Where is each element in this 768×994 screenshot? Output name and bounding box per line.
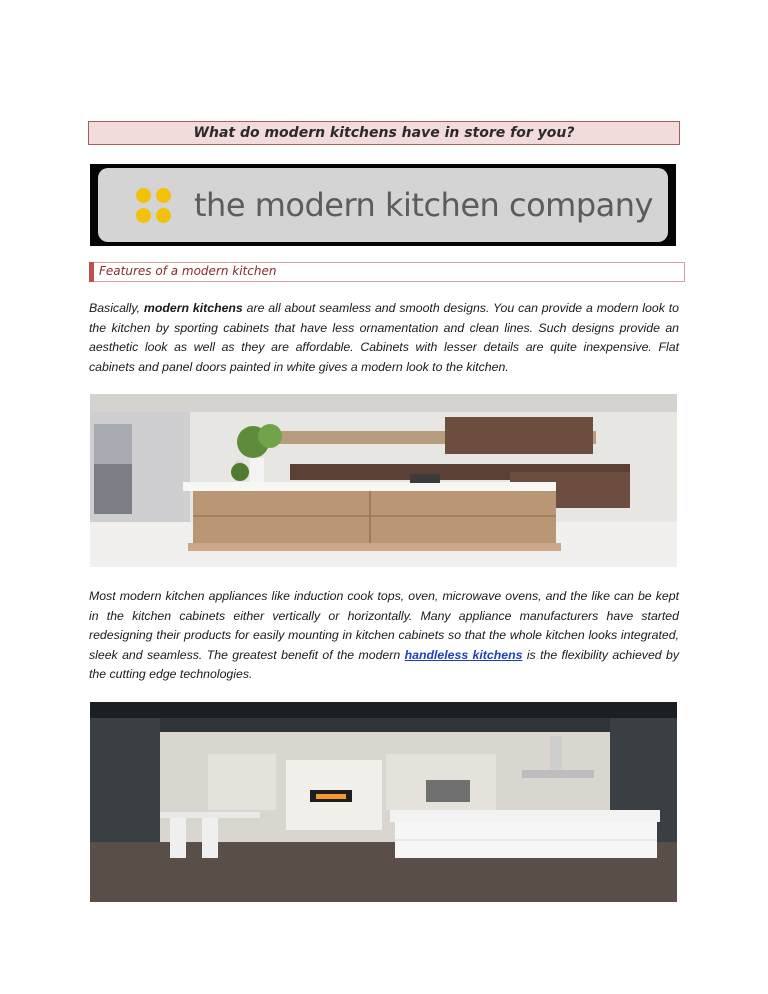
logo-dot-icon bbox=[136, 208, 151, 223]
paragraph1-rest: are all about seamless and smooth designs. You can provide a modern look to the kitchen by sporting cabinets that have less ornamentation and clean lines. Such designs provide an aesthetic look as well as they are affordable. Cabinets with lesser details are quite inexpensive. Flat cabinets and panel doors painted in white gives a modern look to the kitchen. bbox=[89, 301, 679, 374]
kitchen-photo-island bbox=[90, 394, 677, 567]
logo-dot-icon bbox=[136, 188, 151, 203]
title-text: What do modern kitchens have in store for you? bbox=[193, 125, 575, 141]
paragraph-appliances bbox=[89, 587, 679, 685]
section-heading: Features of a modern kitchen bbox=[99, 264, 277, 278]
logo-text: the modern kitchen company bbox=[194, 186, 653, 224]
paragraph1-prefix: Basically, bbox=[89, 301, 144, 315]
logo-dot-icon bbox=[156, 188, 171, 203]
logo-dot-icon bbox=[156, 208, 171, 223]
paragraph2-suffix: is the flexibility achieved by the cutting edge technologies. bbox=[89, 647, 679, 681]
company-logo bbox=[90, 164, 676, 246]
section-heading-box bbox=[89, 262, 685, 282]
handleless-kitchens-link[interactable]: handleless kitchens bbox=[404, 647, 523, 662]
kitchen-photo-open-plan bbox=[90, 702, 677, 902]
paragraph1-bold: modern kitchens bbox=[143, 301, 243, 315]
document-title bbox=[88, 121, 680, 145]
logo-panel bbox=[98, 168, 668, 242]
paragraph-features bbox=[89, 299, 679, 377]
paragraph2-text: Most modern kitchen appliances like induction cook tops, oven, microwave ovens, and the like can be kept in the kitchen cabinets either vertically or horizontally. Many appliance manufacturers have started redesigning their products for easily mounting in kitchen cabinets so that the whole kitchen looks integrated, sleek and seamless. The greatest benefit of the modern bbox=[89, 589, 679, 662]
